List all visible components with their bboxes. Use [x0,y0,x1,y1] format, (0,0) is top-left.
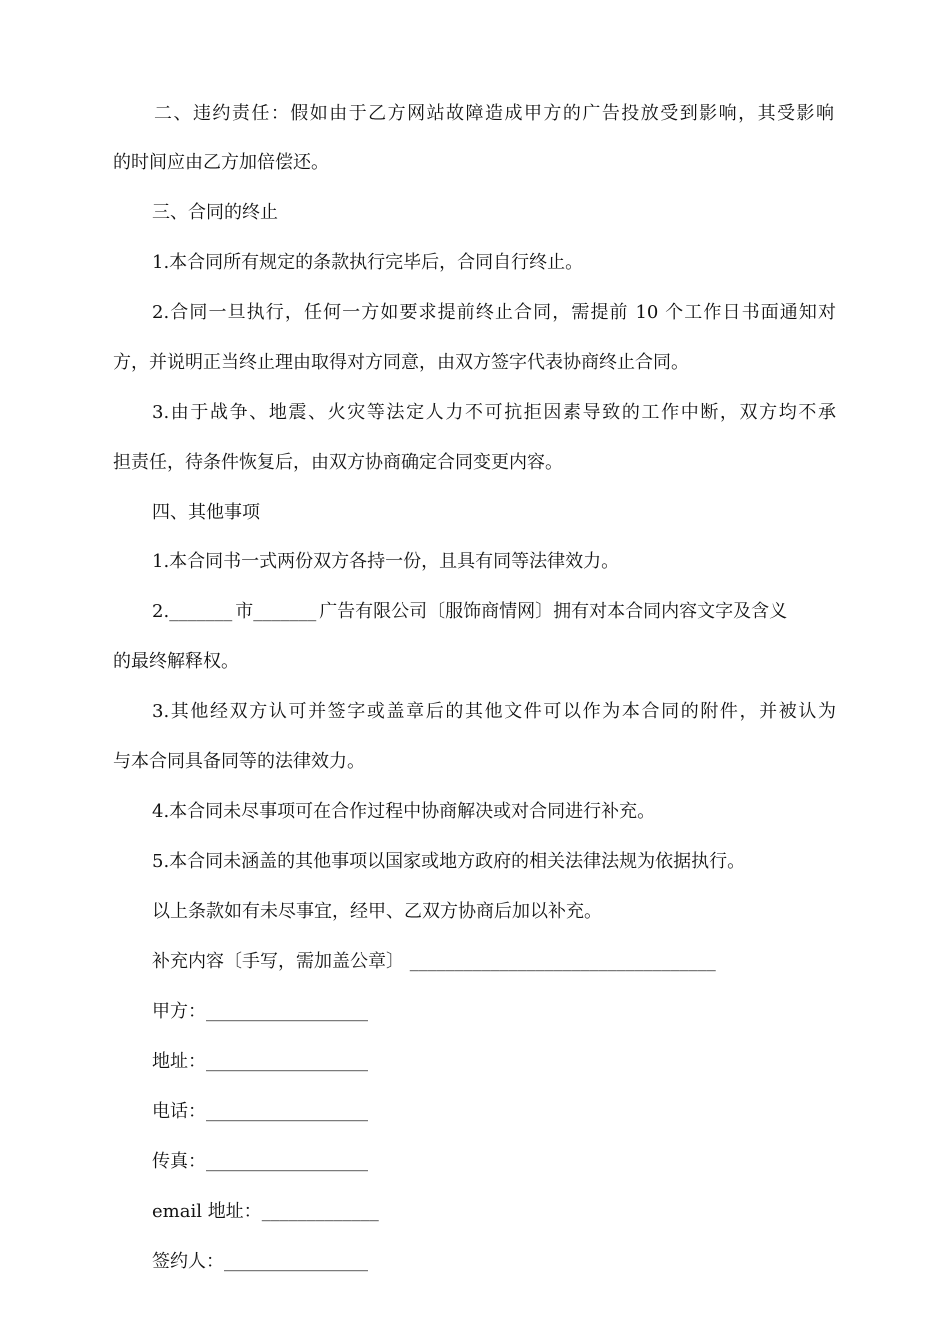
supplement-label: 补充内容〔手写，需加盖公章〕 [152,951,404,972]
fax-label: 传真： [152,1151,206,1172]
other-clause-5: 5.本合同未涵盖的其他事项以国家或地方政府的相关法律法规为依据执行。 [152,851,746,872]
address-field [152,1049,378,1075]
termination-clause-2-line1: 2.合同一旦执行，任何一方如要求提前终止合同，需提前 10 个工作日书面通知对 [152,302,836,323]
party-a-blank[interactable]: __________________ [206,1001,368,1022]
other-clause-4: 4.本合同未尽事项可在合作过程中协商解决或对合同进行补充。 [152,801,656,822]
termination-clause-3-line1: 3.由于战争、地震、火灾等法定人力不可抗拒因素导致的工作中断，双方均不承 [152,402,836,423]
other-clause-2-line1 [152,599,836,625]
party-a-field [152,999,378,1025]
other-clause-1: 1.本合同书一式两份双方各持一份，且具有同等法律效力。 [152,551,620,572]
phone-label: 电话： [152,1101,206,1122]
clause-number: 2. [152,601,170,622]
supplement-field [152,949,736,975]
supplement-blank[interactable]: __________________________________ [409,951,716,972]
termination-clause-3-line2: 担责任，待条件恢复后，由双方协商确定合同变更内容。 [113,452,563,473]
fax-field [152,1149,378,1175]
city-label: 市 [235,601,254,622]
other-clause-2-line2: 的最终解释权。 [113,651,239,672]
termination-clause-1: 1.本合同所有规定的条款执行完毕后，合同自行终止。 [152,252,584,273]
phone-blank[interactable]: __________________ [206,1101,368,1122]
city-blank: _______ [169,601,233,622]
breach-paragraph-line1: 二、违约责任：假如由于乙方网站故障造成甲方的广告投放受到影响，其受影响 [154,103,834,124]
signer-blank[interactable]: ________________ [224,1251,368,1272]
company-text: 广告有限公司〔服饰商情网〕拥有对本合同内容文字及含义 [319,601,788,622]
other-clause-3-line1: 3.其他经双方认可并签字或盖章后的其他文件可以作为本合同的附件，并被认为 [152,701,836,722]
phone-field [152,1099,378,1125]
breach-paragraph-line2: 的时间应由乙方加倍偿还。 [113,152,329,173]
email-blank[interactable]: _____________ [261,1201,379,1222]
closing-statement: 以上条款如有未尽事宜，经甲、乙双方协商后加以补充。 [152,901,602,922]
email-label: email 地址： [152,1201,262,1222]
other-clause-3-line2: 与本合同具备同等的法律效力。 [113,751,365,772]
section-heading-termination: 三、合同的终止 [152,202,278,223]
party-a-label: 甲方： [152,1001,206,1022]
email-field [152,1199,386,1225]
signer-field [152,1249,376,1275]
address-label: 地址： [152,1051,206,1072]
signer-label: 签约人： [152,1251,224,1272]
section-heading-other: 四、其他事项 [152,502,260,523]
fax-blank[interactable]: __________________ [206,1151,368,1172]
company-blank: _______ [253,601,317,622]
address-blank[interactable]: __________________ [206,1051,368,1072]
termination-clause-2-line2: 方，并说明正当终止理由取得对方同意，由双方签字代表协商终止合同。 [113,352,689,373]
